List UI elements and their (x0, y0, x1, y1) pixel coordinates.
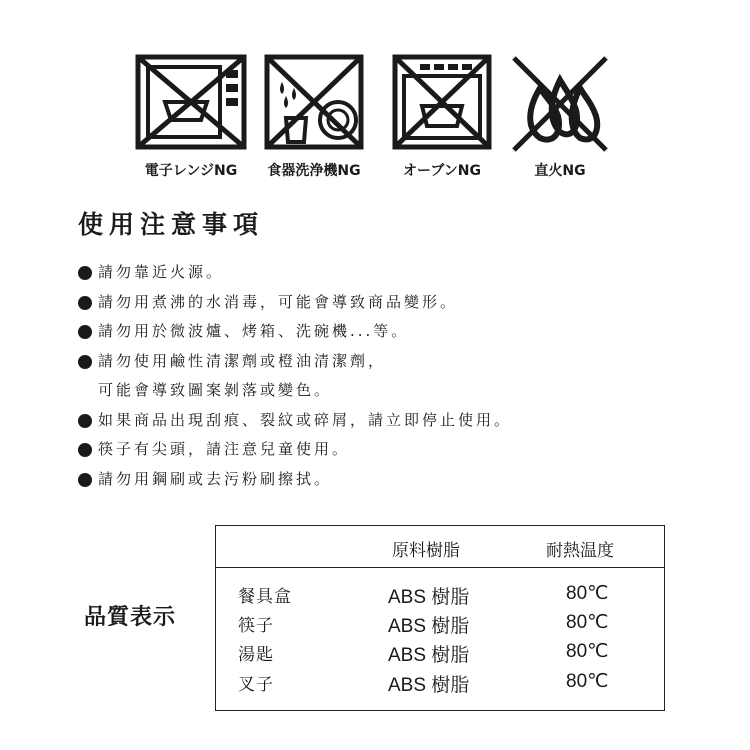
bullet-icon (78, 296, 92, 310)
item-heat-temp: 80℃ (566, 671, 609, 692)
oven-prohibited-icon (392, 54, 492, 154)
notice-list (78, 258, 698, 494)
notice-item (78, 317, 698, 347)
item-name: 筷子 (238, 616, 274, 636)
dishwasher-prohibited-icon (264, 54, 364, 154)
table-header (216, 526, 664, 568)
item-name: 餐具盒 (238, 587, 292, 607)
item-heat-temp: 80℃ (566, 583, 609, 604)
quality-title: 品質表示 (84, 605, 177, 630)
notice-text: 筷子有尖頭，請注意兒童使用。 (98, 440, 351, 458)
item-material: ABS 樹脂 (388, 645, 470, 666)
microwave-ng-label: 電子レンジNG (144, 163, 238, 179)
notice-title: 使用注意事項 (78, 210, 265, 239)
table-row (216, 668, 664, 698)
notice-item (78, 288, 698, 318)
bullet-icon (78, 355, 92, 369)
notice-text: 請勿靠近火源。 (98, 263, 225, 281)
table-row (216, 609, 664, 639)
direct-fire-ng-label: 直火NG (534, 163, 586, 179)
notice-item (78, 406, 698, 436)
item-material: ABS 樹脂 (388, 616, 470, 637)
bullet-icon (78, 325, 92, 339)
notice-text: 如果商品出現刮痕、裂紋或碎屑，請立即停止使用。 (98, 410, 513, 429)
oven-ng-label: オーブンNG (403, 163, 481, 179)
bullet-icon (78, 473, 92, 487)
item-name: 湯匙 (238, 645, 274, 665)
bullet-icon (78, 266, 92, 280)
notice-item (78, 465, 698, 495)
dishwasher-ng-label: 食器洗浄機NG (267, 163, 361, 179)
notice-item (78, 347, 698, 406)
prohibited-usage-icons (0, 0, 750, 190)
notice-item (78, 435, 698, 465)
item-material: ABS 樹脂 (388, 675, 470, 696)
notice-text: 請勿用煮沸的水消毒，可能會導致商品變形。 (98, 292, 459, 311)
bullet-icon (78, 443, 92, 457)
item-material: ABS 樹脂 (388, 587, 470, 608)
notice-text: 請勿使用鹼性清潔劑或橙油清潔劑， (98, 351, 387, 370)
notice-item (78, 258, 698, 288)
header-material: 原料樹脂 (392, 541, 460, 561)
item-name: 叉子 (238, 675, 274, 695)
table-row (216, 580, 664, 610)
quality-spec-table (215, 525, 665, 711)
notice-text-continued: 可能會導致圖案剝落或變色。 (98, 381, 333, 399)
bullet-icon (78, 414, 92, 428)
table-row (216, 638, 664, 668)
notice-text: 請勿用鋼刷或去污粉刷擦拭。 (98, 469, 333, 488)
item-heat-temp: 80℃ (566, 641, 609, 662)
direct-fire-prohibited-icon (510, 54, 610, 154)
notice-text: 請勿用於微波爐、烤箱、洗碗機...等。 (98, 322, 410, 340)
microwave-prohibited-icon (135, 54, 247, 154)
header-heat-resistance: 耐熱温度 (546, 541, 614, 561)
item-heat-temp: 80℃ (566, 612, 609, 633)
